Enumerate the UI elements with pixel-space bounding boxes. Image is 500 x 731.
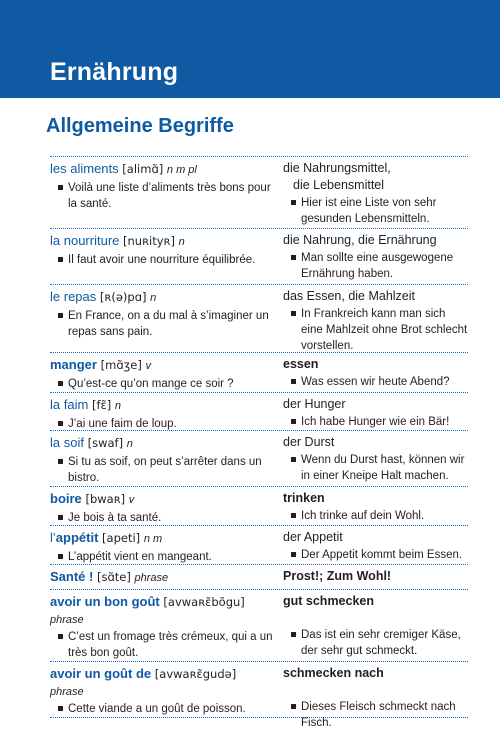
french-cell — [50, 434, 283, 483]
german-cell — [283, 396, 468, 427]
german-cell — [283, 568, 468, 586]
french-cell — [50, 593, 283, 658]
bullet-icon — [291, 379, 296, 384]
german-cell — [283, 434, 468, 483]
german-cell — [283, 529, 468, 561]
bullet-icon — [291, 704, 296, 709]
german-term: Prost!; Zum Wohl! — [283, 569, 392, 583]
grammar-label: phrase — [50, 614, 84, 626]
german-term-2: die Lebensmittel — [293, 178, 385, 192]
german-cell — [283, 160, 468, 225]
german-example: Ich habe Hunger wie ein Bär! — [283, 414, 468, 430]
bullet-icon — [58, 257, 63, 262]
bullet-icon — [58, 706, 63, 711]
french-term: avoir un goût de [avwaʀɛ̃gudə] — [50, 666, 237, 681]
bullet-icon — [58, 421, 63, 426]
french-term: les aliments [alimɑ̃] n m pl — [50, 161, 197, 176]
french-example: Je bois à ta santé. — [50, 510, 277, 526]
german-cell — [283, 490, 468, 522]
french-cell — [50, 490, 283, 522]
french-cell — [50, 396, 283, 430]
german-example: Das ist ein sehr cremiger Käse, der sehr gut schmeckt. — [283, 627, 468, 659]
bullet-icon — [58, 634, 63, 639]
french-cell — [50, 665, 283, 714]
french-example: En France, on a du mal à s’imaginer un repas sans pain. — [50, 308, 277, 340]
french-term: la faim [fɛ̃] n — [50, 397, 121, 412]
french-cell — [50, 568, 283, 586]
german-example: In Frankreich kann man sich eine Mahlzeit ohne Brot schlecht vorstellen. — [283, 306, 468, 354]
vocab-row — [50, 393, 468, 431]
bullet-icon — [58, 185, 63, 190]
german-term: der Appetit — [283, 530, 343, 544]
vocab-row — [50, 565, 468, 590]
vocab-row — [50, 590, 468, 662]
bullet-icon — [58, 381, 63, 386]
french-example: Il faut avoir une nourriture équilibrée. — [50, 252, 277, 268]
french-example: Si tu as soif, on peut s’arrêter dans un bistro. — [50, 454, 277, 486]
vocab-row — [50, 156, 468, 229]
vocab-row — [50, 431, 468, 487]
french-example: Voilà une liste d’aliments très bons pour la santé. — [50, 180, 277, 212]
french-cell — [50, 356, 283, 389]
bullet-icon — [291, 513, 296, 518]
german-term: die Nahrung, die Ernährung — [283, 233, 437, 247]
french-example: L’appétit vient en mangeant. — [50, 549, 277, 565]
german-example: Der Appetit kommt beim Essen. — [283, 547, 468, 563]
german-term: die Nahrungsmittel, — [283, 161, 391, 175]
german-term: gut schmecken — [283, 594, 375, 608]
bullet-icon — [291, 552, 296, 557]
french-cell — [50, 529, 283, 561]
german-term: trinken — [283, 491, 325, 505]
german-example: Ich trinke auf dein Wohl. — [283, 508, 468, 524]
french-term: avoir un bon goût [avwaʀɛ̃bõgu] — [50, 594, 245, 609]
german-term: essen — [283, 357, 319, 371]
section-title: Allgemeine Begriffe — [46, 115, 234, 137]
vocab-row — [50, 285, 468, 353]
french-term: manger [mɑ̃ʒe] v — [50, 357, 151, 372]
german-term: der Hunger — [283, 397, 346, 411]
french-term: le repas [ʀ(ə)pɑ] n — [50, 289, 157, 304]
german-example: Hier ist eine Liste von sehr gesunden Lebensmitteln. — [283, 195, 468, 227]
french-term: la soif [swaf] n — [50, 435, 133, 450]
german-term: schmecken nach — [283, 666, 384, 680]
vocab-row — [50, 662, 468, 729]
french-example: J’ai une faim de loup. — [50, 416, 277, 432]
bullet-icon — [291, 311, 296, 316]
french-term: boire [bwaʀ] v — [50, 491, 135, 506]
page-header — [0, 0, 500, 98]
french-term: Santé ! [sɑ̃te] phrase — [50, 569, 169, 584]
german-cell — [283, 665, 468, 729]
french-term: l’appétit [apeti] n m — [50, 530, 163, 545]
french-example: Cette viande a un goût de poisson. — [50, 701, 277, 717]
grammar-label: phrase — [50, 686, 84, 698]
bullet-icon — [291, 255, 296, 260]
german-cell — [283, 356, 468, 389]
bullet-icon — [291, 632, 296, 637]
french-cell — [50, 232, 283, 281]
bullet-icon — [58, 515, 63, 520]
french-example: Qu’est-ce qu’on mange ce soir ? — [50, 376, 277, 392]
french-example: C’est un fromage très crémeux, qui a un très bon goût. — [50, 629, 277, 661]
german-cell — [283, 288, 468, 352]
vocabulary-table — [50, 156, 468, 729]
vocab-row — [50, 353, 468, 393]
bullet-icon — [291, 419, 296, 424]
vocab-row — [50, 487, 468, 526]
german-example: Was essen wir heute Abend? — [283, 374, 468, 390]
vocab-row — [50, 229, 468, 285]
vocab-row — [50, 526, 468, 565]
french-cell — [50, 160, 283, 225]
french-cell — [50, 288, 283, 349]
german-example: Wenn du Durst hast, können wir in einer Kneipe Halt machen. — [283, 452, 468, 484]
german-term: der Durst — [283, 435, 335, 449]
german-example: Dieses Fleisch schmeckt nach Fisch. — [283, 699, 468, 731]
page-title: Ernährung — [50, 58, 179, 86]
bullet-icon — [58, 554, 63, 559]
german-cell — [283, 593, 468, 658]
bullet-icon — [291, 200, 296, 205]
german-example: Man sollte eine ausgewogene Ernährung haben. — [283, 250, 468, 282]
bullet-icon — [58, 313, 63, 318]
bullet-icon — [291, 457, 296, 462]
german-term: das Essen, die Mahlzeit — [283, 289, 416, 303]
german-cell — [283, 232, 468, 281]
french-term: la nourriture [nuʀityʀ] n — [50, 233, 185, 248]
bullet-icon — [58, 459, 63, 464]
